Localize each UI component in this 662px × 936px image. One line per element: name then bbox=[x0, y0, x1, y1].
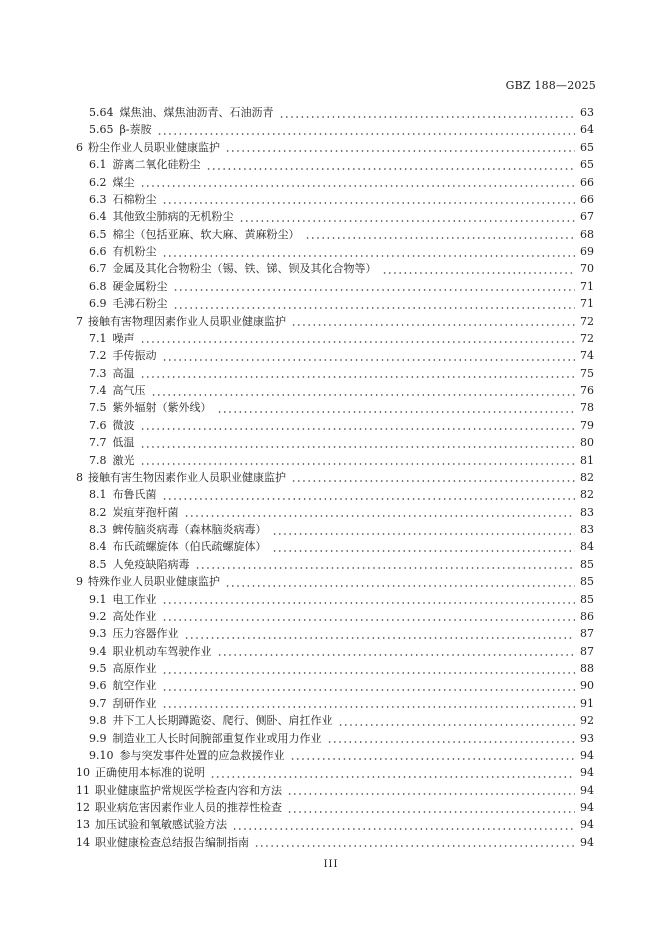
toc-entry bbox=[76, 452, 594, 469]
toc-entry bbox=[76, 434, 594, 451]
toc-entry-title: 游离二氧化硅粉尘 bbox=[112, 158, 201, 172]
toc-entry-title: 电工作业 bbox=[112, 592, 157, 606]
toc-entry bbox=[76, 330, 594, 347]
dot-leader bbox=[290, 747, 576, 764]
toc-entry-page: 65 bbox=[580, 158, 594, 172]
toc-entry-title: β-萘胺 bbox=[119, 123, 152, 137]
toc-entry-page: 91 bbox=[580, 696, 594, 710]
toc-entry-title: 布氏疏螺旋体（伯氏疏螺旋体） bbox=[112, 540, 267, 554]
toc-entry-title: 航空作业 bbox=[112, 679, 157, 693]
toc-entry bbox=[76, 747, 594, 764]
toc-entry bbox=[76, 191, 594, 208]
toc-entry-page: 71 bbox=[580, 297, 594, 311]
toc-entry bbox=[76, 399, 594, 416]
toc-entry-title: 职业病危害因素作业人员的推荐性检查 bbox=[95, 801, 282, 814]
toc-entry-title: 手传振动 bbox=[112, 349, 157, 363]
dot-leader bbox=[195, 556, 576, 573]
toc-entry-number: 8.1 bbox=[89, 488, 107, 502]
page-number: III bbox=[323, 859, 339, 870]
dot-leader bbox=[140, 434, 576, 451]
toc-entry-number: 6.5 bbox=[89, 227, 107, 241]
toc-entry bbox=[76, 573, 594, 590]
toc-entry bbox=[76, 764, 594, 781]
toc-entry-number: 7.3 bbox=[89, 366, 107, 380]
dot-leader bbox=[217, 643, 576, 660]
toc-entry bbox=[76, 243, 594, 260]
toc-entry-page: 65 bbox=[580, 140, 594, 154]
toc-entry-page: 78 bbox=[580, 401, 594, 415]
toc-entry-title: 高原作业 bbox=[112, 662, 157, 675]
toc-entry-number: 6.4 bbox=[89, 210, 107, 224]
toc-entry-title: 有机粉尘 bbox=[112, 245, 157, 258]
toc-entry-page: 66 bbox=[580, 175, 594, 189]
toc-entry-title: 高气压 bbox=[112, 384, 146, 397]
toc-entry-page: 94 bbox=[580, 783, 594, 797]
toc-entry-page: 74 bbox=[580, 349, 594, 363]
toc-entry-number: 6 bbox=[76, 140, 83, 154]
toc-entry-title: 金属及其化合物粉尘（锡、铁、锑、钡及其化合物等） bbox=[112, 262, 377, 276]
toc-entry-title: 噪声 bbox=[112, 331, 135, 345]
toc-entry-title: 制造业工人长时间腕部重复作业或用力作业 bbox=[112, 731, 322, 745]
toc-entry-number: 9.4 bbox=[89, 644, 107, 658]
dot-leader bbox=[173, 295, 576, 312]
toc-entry-page: 90 bbox=[580, 679, 594, 693]
toc-entry-title: 压力容器作业 bbox=[112, 627, 179, 641]
toc-entry-title: 接触有害生物因素作业人员职业健康监护 bbox=[88, 470, 286, 484]
dot-leader bbox=[140, 365, 576, 382]
toc-entry-title: 炭疽芽孢杆菌 bbox=[112, 505, 179, 519]
dot-leader bbox=[184, 504, 576, 521]
toc-entry-number: 5.65 bbox=[89, 123, 114, 137]
table-of-contents bbox=[76, 104, 594, 851]
toc-entry-number: 8 bbox=[76, 470, 83, 484]
toc-entry-number: 7 bbox=[76, 314, 83, 328]
toc-entry bbox=[76, 677, 594, 694]
toc-entry-number: 10 bbox=[76, 766, 90, 780]
toc-entry bbox=[76, 834, 594, 851]
toc-entry-page: 84 bbox=[580, 540, 594, 554]
toc-entry-page: 94 bbox=[580, 818, 594, 832]
toc-entry-page: 85 bbox=[580, 557, 594, 571]
toc-entry-number: 5.64 bbox=[89, 106, 114, 119]
toc-entry-number: 8.4 bbox=[89, 540, 107, 554]
dot-leader bbox=[162, 191, 576, 208]
toc-entry-number: 6.7 bbox=[89, 262, 107, 276]
toc-entry-number: 9.7 bbox=[89, 696, 107, 710]
dot-leader bbox=[232, 816, 575, 833]
toc-entry-page: 85 bbox=[580, 592, 594, 606]
toc-entry-page: 67 bbox=[580, 210, 594, 224]
toc-entry-number: 8.5 bbox=[89, 557, 107, 571]
toc-entry-page: 94 bbox=[580, 766, 594, 780]
dot-leader bbox=[225, 139, 575, 156]
toc-entry-number: 7.1 bbox=[89, 331, 107, 345]
toc-entry-number: 9.1 bbox=[89, 592, 107, 606]
toc-entry-page: 63 bbox=[580, 106, 594, 119]
dot-leader bbox=[287, 782, 575, 799]
toc-entry-title: 棉尘（包括亚麻、软大麻、黄麻粉尘） bbox=[112, 227, 300, 241]
toc-entry-page: 94 bbox=[580, 835, 594, 849]
toc-entry-page: 66 bbox=[580, 192, 594, 206]
toc-entry-page: 87 bbox=[580, 644, 594, 658]
dot-leader bbox=[291, 313, 575, 330]
toc-entry-number: 9.8 bbox=[89, 714, 107, 728]
toc-entry-title: 紫外辐射（紫外线） bbox=[112, 401, 212, 415]
toc-entry-title: 井下工人长期蹲跪姿、爬行、侧卧、肩扛作业 bbox=[112, 714, 333, 728]
toc-entry-number: 9.3 bbox=[89, 627, 107, 641]
toc-entry bbox=[76, 208, 594, 225]
toc-entry bbox=[76, 139, 594, 156]
dot-leader bbox=[140, 174, 576, 191]
toc-entry-page: 88 bbox=[580, 662, 594, 675]
dot-leader bbox=[206, 156, 576, 173]
dot-leader bbox=[287, 799, 575, 816]
toc-entry bbox=[76, 521, 594, 538]
toc-entry-page: 86 bbox=[580, 609, 594, 623]
toc-entry bbox=[76, 469, 594, 486]
toc-entry-number: 7.4 bbox=[89, 384, 107, 397]
toc-entry bbox=[76, 660, 594, 677]
toc-entry-page: 93 bbox=[580, 731, 594, 745]
dot-leader bbox=[151, 382, 576, 399]
toc-entry-number: 9 bbox=[76, 575, 83, 589]
toc-entry-number: 6.1 bbox=[89, 158, 107, 172]
dot-leader bbox=[184, 625, 576, 642]
toc-entry bbox=[76, 625, 594, 642]
toc-entry-page: 76 bbox=[580, 384, 594, 397]
toc-entry bbox=[76, 260, 594, 277]
toc-entry-page: 68 bbox=[580, 227, 594, 241]
toc-entry-title: 蜱传脑炎病毒（森林脑炎病毒） bbox=[112, 523, 267, 536]
toc-entry-number: 12 bbox=[76, 801, 90, 814]
toc-entry-page: 80 bbox=[580, 436, 594, 450]
toc-entry-number: 9.6 bbox=[89, 679, 107, 693]
dot-leader bbox=[217, 399, 576, 416]
toc-entry-number: 7.2 bbox=[89, 349, 107, 363]
toc-entry-number: 6.3 bbox=[89, 192, 107, 206]
toc-entry-page: 71 bbox=[580, 279, 594, 293]
dot-leader bbox=[162, 486, 576, 503]
dot-leader bbox=[254, 834, 575, 851]
toc-entry-page: 70 bbox=[580, 262, 594, 276]
dot-leader bbox=[327, 730, 576, 747]
toc-entry bbox=[76, 174, 594, 191]
toc-entry bbox=[76, 538, 594, 555]
toc-entry-page: 72 bbox=[580, 314, 594, 328]
toc-entry bbox=[76, 417, 594, 434]
toc-entry bbox=[76, 712, 594, 729]
toc-entry-number: 9.5 bbox=[89, 662, 107, 675]
dot-leader bbox=[382, 260, 576, 277]
toc-entry-number: 7.8 bbox=[89, 453, 107, 467]
toc-entry-title: 特殊作业人员职业健康监护 bbox=[88, 575, 220, 589]
toc-entry bbox=[76, 695, 594, 712]
toc-entry-page: 94 bbox=[580, 748, 594, 762]
toc-entry-page: 64 bbox=[580, 123, 594, 137]
toc-entry-number: 6.8 bbox=[89, 279, 107, 293]
toc-entry-title: 低温 bbox=[112, 436, 135, 450]
toc-entry-page: 83 bbox=[580, 505, 594, 519]
toc-entry-page: 87 bbox=[580, 627, 594, 641]
toc-entry-page: 82 bbox=[580, 470, 594, 484]
toc-entry-page: 85 bbox=[580, 575, 594, 589]
dot-leader bbox=[210, 764, 575, 781]
toc-entry-title: 煤焦油、煤焦油沥青、石油沥青 bbox=[119, 106, 274, 119]
toc-entry-page: 79 bbox=[580, 418, 594, 432]
toc-entry-number: 13 bbox=[76, 818, 90, 832]
toc-entry-title: 高温 bbox=[112, 366, 135, 380]
dot-leader bbox=[140, 452, 576, 469]
toc-entry bbox=[76, 121, 594, 138]
toc-entry-title: 布鲁氏菌 bbox=[112, 488, 157, 502]
dot-leader bbox=[272, 521, 576, 538]
dot-leader bbox=[162, 677, 576, 694]
toc-entry bbox=[76, 591, 594, 608]
toc-entry-title: 石棉粉尘 bbox=[112, 192, 157, 206]
toc-entry-title: 粉尘作业人员职业健康监护 bbox=[88, 140, 220, 154]
toc-entry-number: 7.7 bbox=[89, 436, 107, 450]
toc-entry bbox=[76, 295, 594, 312]
toc-entry-page: 82 bbox=[580, 488, 594, 502]
toc-entry bbox=[76, 382, 594, 399]
toc-entry bbox=[76, 313, 594, 330]
dot-leader bbox=[291, 469, 575, 486]
dot-leader bbox=[157, 121, 575, 138]
toc-entry-title: 激光 bbox=[112, 453, 135, 467]
toc-entry-page: 81 bbox=[580, 453, 594, 467]
toc-entry-title: 加压试验和氧敏感试验方法 bbox=[95, 818, 227, 832]
toc-entry-title: 人免疫缺陷病毒 bbox=[112, 557, 190, 571]
dot-leader bbox=[279, 104, 576, 121]
toc-entry-title: 接触有害物理因素作业人员职业健康监护 bbox=[88, 314, 286, 328]
toc-entry-number: 8.2 bbox=[89, 505, 107, 519]
toc-entry bbox=[76, 226, 594, 243]
toc-entry bbox=[76, 556, 594, 573]
toc-entry bbox=[76, 504, 594, 521]
dot-leader bbox=[338, 712, 576, 729]
dot-leader bbox=[305, 226, 576, 243]
toc-entry-title: 正确使用本标准的说明 bbox=[95, 766, 205, 780]
toc-entry-page: 92 bbox=[580, 714, 594, 728]
toc-entry-number: 9.2 bbox=[89, 609, 107, 623]
toc-entry-number: 11 bbox=[76, 783, 90, 797]
toc-entry bbox=[76, 782, 594, 799]
dot-leader bbox=[239, 208, 576, 225]
dot-leader bbox=[272, 538, 576, 555]
toc-entry bbox=[76, 799, 594, 816]
toc-entry bbox=[76, 643, 594, 660]
toc-entry-number: 7.5 bbox=[89, 401, 107, 415]
dot-leader bbox=[225, 573, 575, 590]
toc-entry-title: 职业机动车驾驶作业 bbox=[112, 644, 212, 658]
toc-entry-page: 69 bbox=[580, 245, 594, 258]
toc-entry-number: 8.3 bbox=[89, 523, 107, 536]
toc-entry-number: 6.6 bbox=[89, 245, 107, 258]
dot-leader bbox=[162, 695, 576, 712]
toc-entry-title: 刮研作业 bbox=[112, 696, 157, 710]
toc-entry-page: 94 bbox=[580, 801, 594, 814]
toc-entry-title: 参与突发事件处置的应急救援作业 bbox=[119, 748, 285, 762]
toc-entry-page: 83 bbox=[580, 523, 594, 536]
toc-entry-number: 7.6 bbox=[89, 418, 107, 432]
dot-leader bbox=[162, 660, 576, 677]
toc-entry-title: 其他致尘肺病的无机粉尘 bbox=[112, 210, 234, 224]
toc-entry bbox=[76, 816, 594, 833]
toc-entry-title: 煤尘 bbox=[112, 175, 135, 189]
toc-entry bbox=[76, 365, 594, 382]
toc-entry-title: 毛沸石粉尘 bbox=[112, 297, 168, 311]
dot-leader bbox=[140, 330, 576, 347]
toc-entry-title: 高处作业 bbox=[112, 609, 157, 623]
toc-entry-number: 9.10 bbox=[89, 748, 114, 762]
toc-entry-page: 72 bbox=[580, 331, 594, 345]
dot-leader bbox=[162, 591, 576, 608]
dot-leader bbox=[162, 608, 576, 625]
toc-entry bbox=[76, 608, 594, 625]
dot-leader bbox=[140, 417, 576, 434]
toc-entry bbox=[76, 347, 594, 364]
toc-entry-number: 6.2 bbox=[89, 175, 107, 189]
dot-leader bbox=[162, 347, 576, 364]
toc-entry bbox=[76, 104, 594, 121]
toc-entry-title: 职业健康检查总结报告编制指南 bbox=[95, 835, 249, 849]
standard-code: GBZ 188—2025 bbox=[505, 79, 596, 92]
toc-entry-title: 职业健康监护常规医学检查内容和方法 bbox=[95, 783, 282, 797]
toc-entry bbox=[76, 486, 594, 503]
toc-entry-title: 微波 bbox=[112, 418, 135, 432]
dot-leader bbox=[173, 278, 576, 295]
toc-entry bbox=[76, 730, 594, 747]
toc-entry bbox=[76, 278, 594, 295]
dot-leader bbox=[162, 243, 576, 260]
toc-entry-number: 6.9 bbox=[89, 297, 107, 311]
toc-entry-page: 75 bbox=[580, 366, 594, 380]
toc-entry-number: 14 bbox=[76, 835, 90, 849]
toc-entry bbox=[76, 156, 594, 173]
toc-entry-number: 9.9 bbox=[89, 731, 107, 745]
toc-entry-title: 硬金属粉尘 bbox=[112, 279, 168, 293]
